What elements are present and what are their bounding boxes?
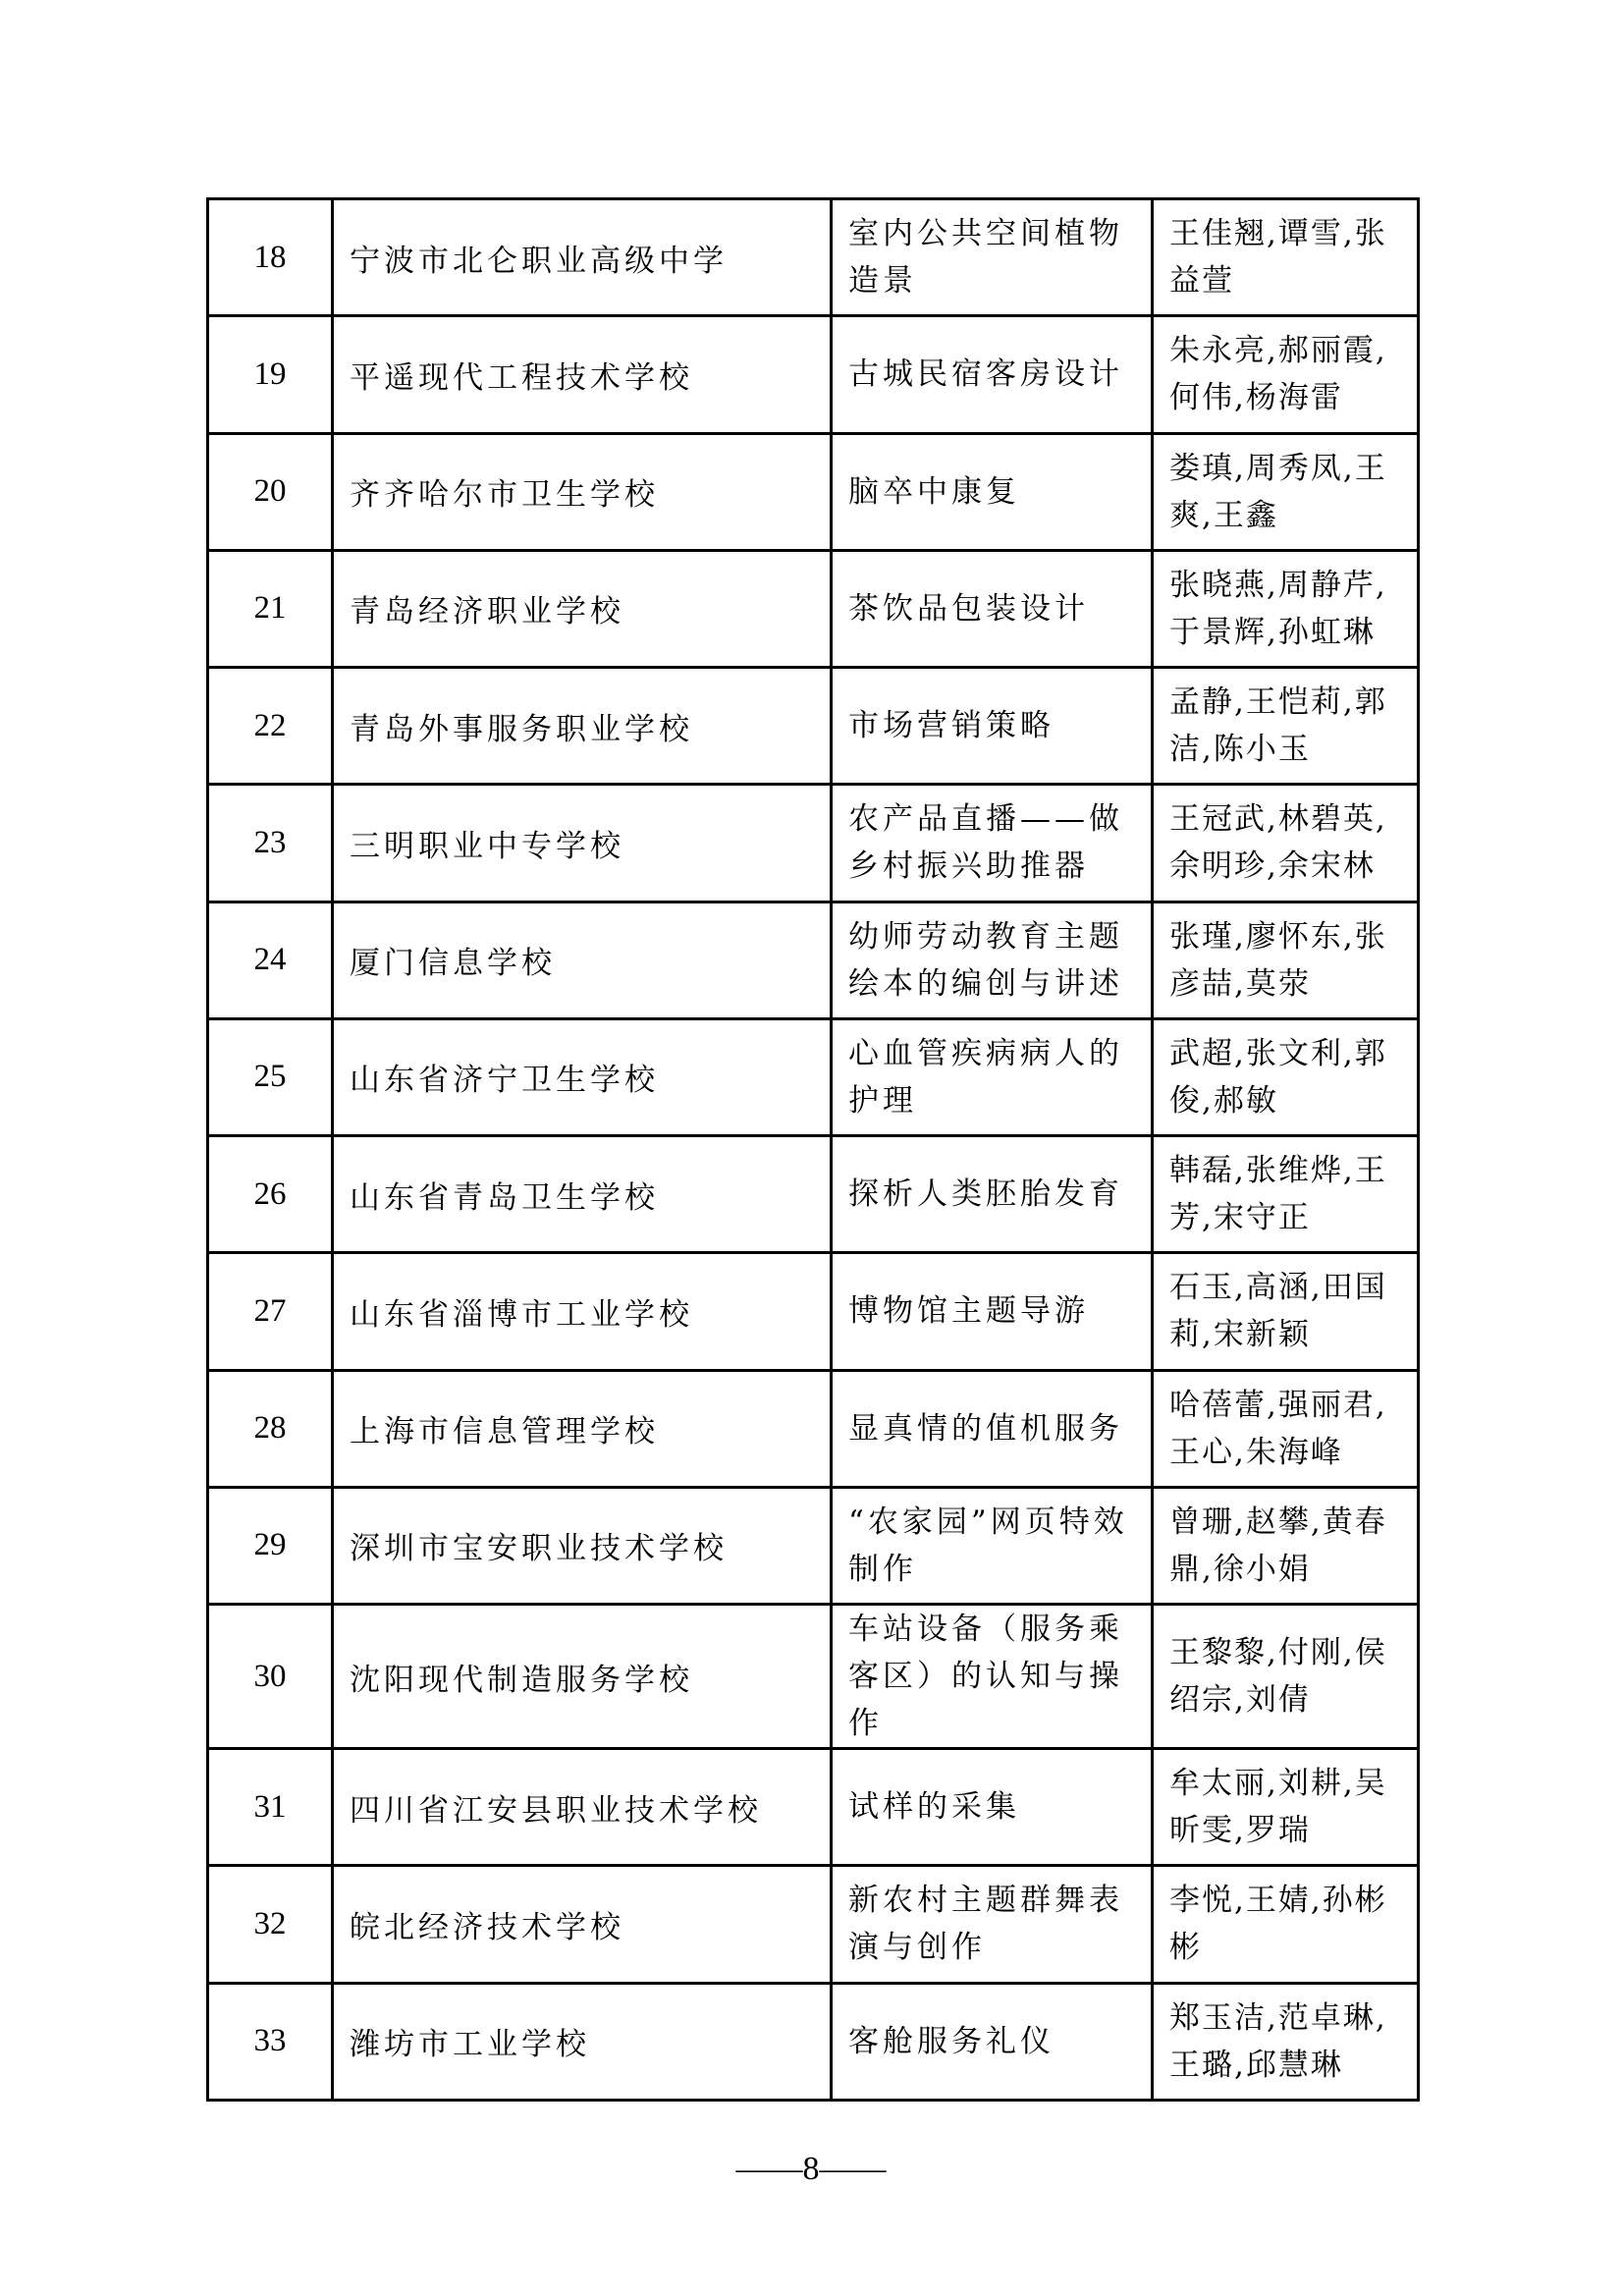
project-title-cell: 市场营销策略 <box>832 668 1153 785</box>
project-title-cell: 农产品直播——做乡村振兴助推器 <box>832 785 1153 902</box>
team-members-cell: 牟太丽,刘耕,吴昕雯,罗瑞 <box>1153 1749 1419 1866</box>
team-members-cell: 石玉,高涵,田国莉,宋新颖 <box>1153 1253 1419 1370</box>
project-title-cell: 脑卒中康复 <box>832 433 1153 550</box>
school-name-cell: 宁波市北仑职业高级中学 <box>333 199 832 316</box>
team-members-cell: 哈蓓蕾,强丽君,王心,朱海峰 <box>1153 1370 1419 1487</box>
table-row <box>208 1487 1419 1604</box>
project-title-cell: 室内公共空间植物造景 <box>832 199 1153 316</box>
project-title-cell: 客舱服务礼仪 <box>832 1983 1153 2100</box>
team-members-cell: 朱永亮,郝丽霞,何伟,杨海雷 <box>1153 316 1419 433</box>
project-title-cell: 博物馆主题导游 <box>832 1253 1153 1370</box>
row-number-cell: 29 <box>208 1487 333 1604</box>
table-row <box>208 785 1419 902</box>
team-members-cell: 曾珊,赵攀,黄春鼎,徐小娟 <box>1153 1487 1419 1604</box>
row-number-cell: 18 <box>208 199 333 316</box>
team-members-cell: 王黎黎,付刚,侯绍宗,刘倩 <box>1153 1605 1419 1749</box>
team-members-cell: 武超,张文利,郭俊,郝敏 <box>1153 1018 1419 1135</box>
row-number-cell: 19 <box>208 316 333 433</box>
row-number-cell: 20 <box>208 433 333 550</box>
row-number-cell: 21 <box>208 550 333 667</box>
school-name-cell: 厦门信息学校 <box>333 902 832 1018</box>
table-row <box>208 1370 1419 1487</box>
school-name-cell: 山东省淄博市工业学校 <box>333 1253 832 1370</box>
school-name-cell: 沈阳现代制造服务学校 <box>333 1605 832 1749</box>
school-name-cell: 平遥现代工程技术学校 <box>333 316 832 433</box>
row-number-cell: 27 <box>208 1253 333 1370</box>
table-row <box>208 1983 1419 2100</box>
page-number: ——8—— <box>735 2151 887 2187</box>
school-name-cell: 潍坊市工业学校 <box>333 1983 832 2100</box>
school-name-cell: 山东省青岛卫生学校 <box>333 1136 832 1253</box>
table-row <box>208 1749 1419 1866</box>
row-number-cell: 28 <box>208 1370 333 1487</box>
award-table <box>206 197 1420 2102</box>
team-members-cell: 韩磊,张维烨,王芳,宋守正 <box>1153 1136 1419 1253</box>
row-number-cell: 32 <box>208 1866 333 1983</box>
school-name-cell: 四川省江安县职业技术学校 <box>333 1749 832 1866</box>
project-title-cell: “农家园”网页特效制作 <box>832 1487 1153 1604</box>
team-members-cell: 孟静,王恺莉,郭洁,陈小玉 <box>1153 668 1419 785</box>
team-members-cell: 郑玉洁,范卓琳,王璐,邱慧琳 <box>1153 1983 1419 2100</box>
table-row <box>208 1018 1419 1135</box>
school-name-cell: 三明职业中专学校 <box>333 785 832 902</box>
table-row <box>208 1136 1419 1253</box>
project-title-cell: 试样的采集 <box>832 1749 1153 1866</box>
project-title-cell: 茶饮品包装设计 <box>832 550 1153 667</box>
table-row <box>208 1253 1419 1370</box>
project-title-cell: 显真情的值机服务 <box>832 1370 1153 1487</box>
team-members-cell: 王冠武,林碧英,余明珍,余宋林 <box>1153 785 1419 902</box>
school-name-cell: 青岛经济职业学校 <box>333 550 832 667</box>
school-name-cell: 齐齐哈尔市卫生学校 <box>333 433 832 550</box>
row-number-cell: 26 <box>208 1136 333 1253</box>
table-body <box>208 199 1419 2101</box>
project-title-cell: 幼师劳动教育主题绘本的编创与讲述 <box>832 902 1153 1018</box>
table-row <box>208 550 1419 667</box>
table-row <box>208 199 1419 316</box>
table-row <box>208 316 1419 433</box>
table-row <box>208 433 1419 550</box>
row-number-cell: 25 <box>208 1018 333 1135</box>
school-name-cell: 青岛外事服务职业学校 <box>333 668 832 785</box>
row-number-cell: 22 <box>208 668 333 785</box>
table-row <box>208 1866 1419 1983</box>
team-members-cell: 娄瑱,周秀凤,王爽,王鑫 <box>1153 433 1419 550</box>
row-number-cell: 30 <box>208 1605 333 1749</box>
school-name-cell: 山东省济宁卫生学校 <box>333 1018 832 1135</box>
project-title-cell: 心血管疾病病人的护理 <box>832 1018 1153 1135</box>
row-number-cell: 31 <box>208 1749 333 1866</box>
table-row <box>208 902 1419 1018</box>
project-title-cell: 新农村主题群舞表演与创作 <box>832 1866 1153 1983</box>
table-row <box>208 1605 1419 1749</box>
team-members-cell: 张瑾,廖怀东,张彦喆,莫荥 <box>1153 902 1419 1018</box>
team-members-cell: 张晓燕,周静芹,于景辉,孙虹琳 <box>1153 550 1419 667</box>
row-number-cell: 33 <box>208 1983 333 2100</box>
school-name-cell: 上海市信息管理学校 <box>333 1370 832 1487</box>
table-row <box>208 668 1419 785</box>
project-title-cell: 车站设备（服务乘客区）的认知与操作 <box>832 1605 1153 1749</box>
project-title-cell: 探析人类胚胎发育 <box>832 1136 1153 1253</box>
team-members-cell: 王佳翘,谭雪,张益萱 <box>1153 199 1419 316</box>
school-name-cell: 深圳市宝安职业技术学校 <box>333 1487 832 1604</box>
school-name-cell: 皖北经济技术学校 <box>333 1866 832 1983</box>
row-number-cell: 24 <box>208 902 333 1018</box>
row-number-cell: 23 <box>208 785 333 902</box>
project-title-cell: 古城民宿客房设计 <box>832 316 1153 433</box>
team-members-cell: 李悦,王婧,孙彬彬 <box>1153 1866 1419 1983</box>
